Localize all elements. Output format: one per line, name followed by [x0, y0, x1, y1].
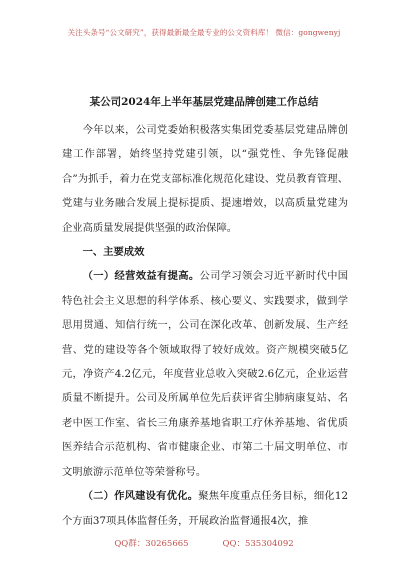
footer-qq-group: QQ群：30265665 — [114, 539, 189, 549]
footer-qq: QQ：535304092 — [222, 539, 294, 549]
header-banner: 关注头条号“公文研究”，获得最新最全最专业的公文资料库！ 微信：gongwenyj — [67, 28, 341, 37]
item-text-2: 聚焦年度重点任务目标，细化12个方面37项具体监督任务，开展政治监督通报4次，推 — [62, 490, 348, 527]
document-title: 某公司2024年上半年基层党建品牌创建工作总结 — [89, 96, 319, 108]
item-heading-2: （二）作风建设有优化。 — [82, 490, 199, 503]
document-body — [62, 118, 348, 533]
footer-contact — [0, 537, 408, 549]
item-paragraph-2 — [62, 484, 348, 533]
item-heading-1: （一）经营效益有提高。 — [82, 270, 200, 283]
intro-paragraph: 今年以来，公司党委始积极落实集团党委基层党建品牌创建工作部署，始终坚持党建引领，以“强党性、争先锋促融合”为抓手，着力在党支部标准化规范化建设、党员教育管理、党建与业务融合发展上提标提质、提速增效，以高质量党建为企业高质量发展提供坚强的政治保障。 — [62, 124, 348, 234]
item-text-1: 公司学习领会习近平新时代中国特色社会主义思想的科学体系、核心要义、实践要求，做到学思用贯通、知信行统一，公司在深化改革、创新发展、生产经营、党的建设等各个领域取得了较好成效。资产规模突破5亿元，净资产4.2亿元，年度营业总收入突破2.6亿元，企业运营质量不断提升。公司及所属单位先后获评省尘肺病康复站、名老中医工作室、省长三角康养基地省职工疗休养基地、省优质医养结合示范机构、省市健康企业、市第二十届文明单位、市文明旅游示范单位等荣誉称号。 — [62, 270, 349, 478]
section-heading: 一、主要成效 — [82, 246, 145, 259]
item-paragraph-1 — [62, 264, 348, 484]
